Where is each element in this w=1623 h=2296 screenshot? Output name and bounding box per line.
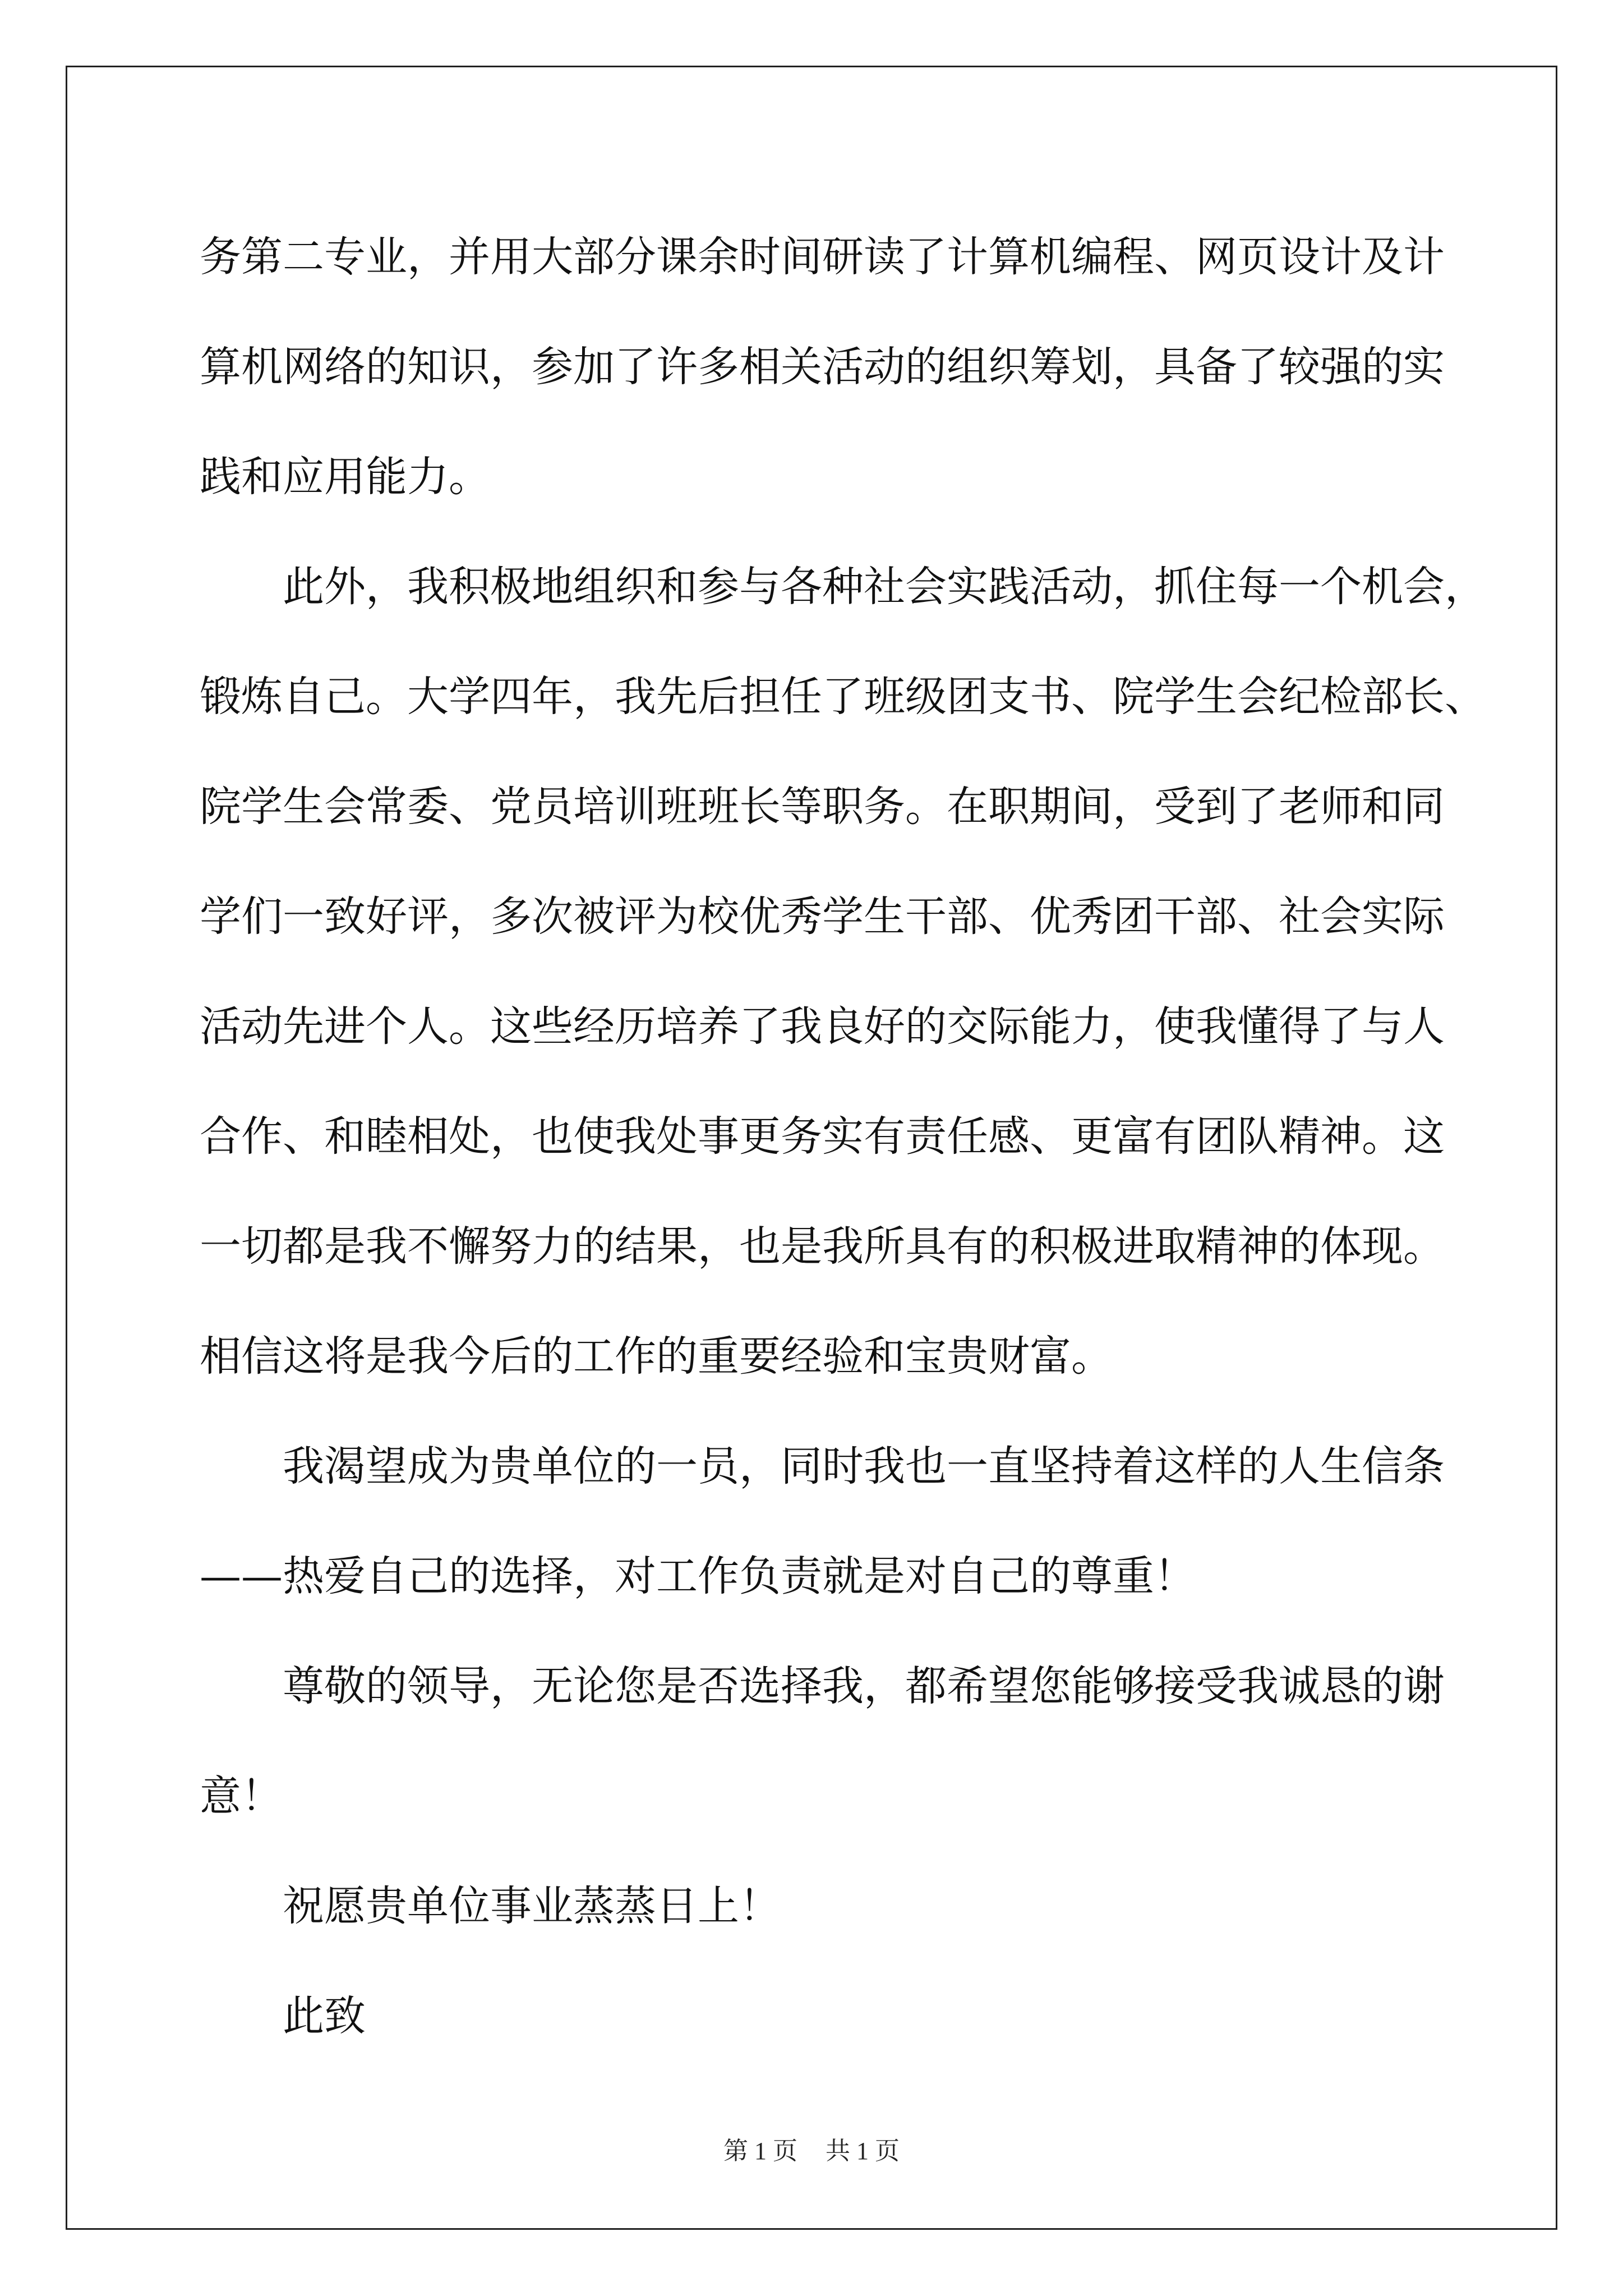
paragraph-first-line: 尊敬的领导，无论您是否选择我，都希望您能够接受我诚恳的谢 <box>283 1662 1445 1710</box>
text-line: 务第二专业，并用大部分课余时间研读了计算机编程、网页设计及计 <box>200 233 1445 281</box>
text-line: 相信这将是我今后的工作的重要经验和宝贵财富。 <box>200 1332 1113 1381</box>
text-line: 算机网络的知识，参加了许多相关活动的组织筹划，具备了较强的实 <box>200 343 1445 391</box>
text-line: 院学生会常委、党员培训班班长等职务。在职期间，受到了老师和同 <box>200 783 1445 831</box>
text-line: 合作、和睦相处，也使我处事更务实有责任感、更富有团队精神。这 <box>200 1112 1445 1161</box>
paragraph-first-line: 此外，我积极地组织和参与各种社会实践活动，抓住每一个机会， <box>283 563 1486 611</box>
paragraph-first-line: 我渴望成为贵单位的一员，同时我也一直坚持着这样的人生信条 <box>283 1442 1445 1490</box>
text-line: 践和应用能力。 <box>200 453 490 501</box>
closing-wish: 祝愿贵单位事业蒸蒸日上！ <box>283 1882 781 1930</box>
page-number: 第 1 页 <box>723 2137 797 2165</box>
text-line: 锻炼自己。大学四年，我先后担任了班级团支书、院学生会纪检部长、 <box>200 673 1486 721</box>
text-line: 学们一致好评，多次被评为校优秀学生干部、优秀团干部、社会实际 <box>200 892 1445 941</box>
text-line: ——热爱自己的选择，对工作负责就是对自己的尊重！ <box>200 1552 1196 1600</box>
text-line: 活动先进个人。这些经历培养了我良好的交际能力，使我懂得了与人 <box>200 1002 1445 1051</box>
closing-salutation: 此致 <box>283 1992 366 2040</box>
text-line: 一切都是我不懈努力的结果，也是我所具有的积极进取精神的体现。 <box>200 1222 1445 1271</box>
text-line: 意！ <box>200 1772 283 1820</box>
page-footer <box>0 2134 1623 2168</box>
page-count: 共 1 页 <box>826 2137 900 2165</box>
